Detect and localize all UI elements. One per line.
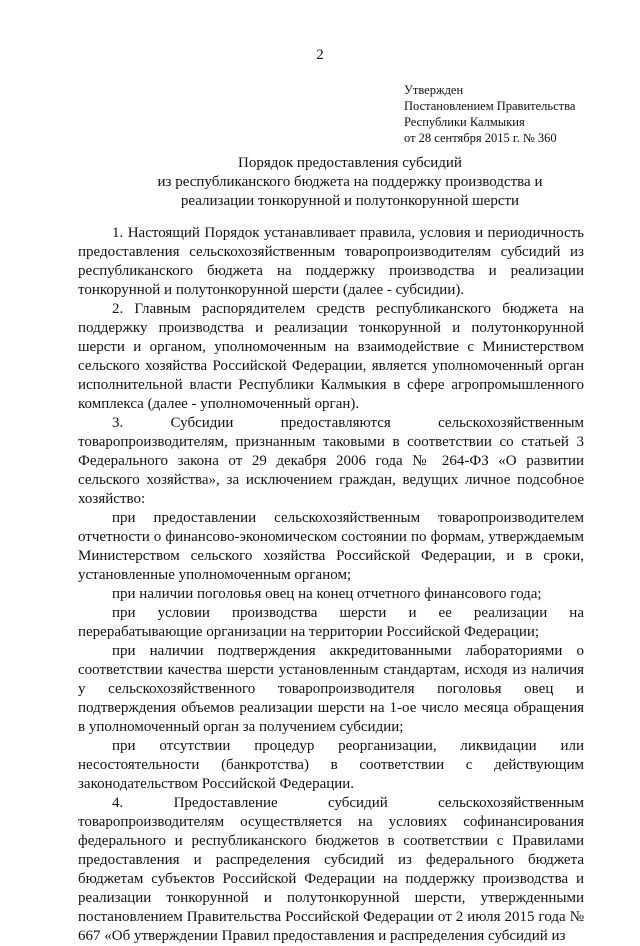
- condition-livestock: при наличии поголовья овец на конец отчетного финансового года;: [112, 586, 542, 602]
- document-title: [60, 154, 640, 211]
- page-number: 2: [316, 47, 324, 63]
- title-line: Порядок предоставления субсидий: [238, 155, 462, 171]
- approval-line: Республики Калмыкия: [404, 115, 525, 129]
- paragraph-2: 2. Главным распорядителем средств республиканского бюджета на поддержку производства и реализации тонкорунной и полутонкорунной шерсти и органом, уполномоченным на взаимодействие с Министерством сельского хозяйства Российской Федерации, является уполномоченный орган исполнительной власти Республики Калмыкия в сфере агропромышленного комплекса (далее - уполномоченный орган).: [78, 301, 584, 412]
- condition-reporting: при предоставлении сельскохозяйственным товаропроизводителем отчетности о финансово-экономическом состоянии по формам, утверждаемым Министерством сельского хозяйства Российской Федерации, и в сроки, установленные уполномоченным органом;: [78, 510, 584, 583]
- paragraph-4: 4. Предоставление субсидий сельскохозяйственным товаропроизводителям осуществляется на условиях софинансирования федерального и республиканского бюджетов в соответствии с Правилами предоставления и распределения субсидий из федерального бюджета бюджетам субъектов Российской Федерации на поддержку производства и реализации тонкорунной и полутонкорунной шерсти, утвержденными постановлением Правительства Российской Федерации от 2 июля 2015 года № 667 «Об утверждении Правил предоставления и распределения субсидий из: [78, 795, 584, 944]
- paragraph-3: 3. Субсидии предоставляются сельскохозяйственным товаропроизводителям, признанным таковыми в соответствии со статьей 3 Федерального закона от 29 декабря 2006 года № 264-ФЗ «О развитии сельского хозяйства», за исключением граждан, ведущих личное подсобное хозяйство:: [78, 415, 584, 507]
- approval-line: Утвержден: [404, 83, 464, 97]
- approval-line: от 28 сентября 2015 г. № 360: [404, 131, 557, 145]
- title-line: реализации тонкорунной и полутонкорунной шерсти: [180, 193, 520, 209]
- approval-block: [404, 82, 575, 146]
- paragraph-1: 1. Настоящий Порядок устанавливает правила, условия и периодичность предоставления сельскохозяйственным товаропроизводителям субсидий из республиканского бюджета на поддержку производства и реализации тонкорунной и полутонкорунной шерсти (далее - субсидии).: [78, 225, 584, 298]
- title-line: из республиканского бюджета на поддержку производства и: [157, 174, 543, 190]
- document-body: [78, 224, 584, 946]
- condition-quality: при наличии подтверждения аккредитованными лабораториями о соответствии качества шерсти установленным стандартам, исходя из наличия у сельскохозяйственного товаропроизводителя поголовья овец и подтверждения объемов реализации шерсти на 1-ое число месяца обращения в уполномоченный орган за получением субсидии;: [78, 643, 584, 735]
- condition-no-bankruptcy: при отсутствии процедур реорганизации, ликвидации или несостоятельности (банкротства) в соответствии с действующим законодательством Российской Федерации.: [78, 738, 584, 792]
- approval-line: Постановлением Правительства: [404, 99, 576, 113]
- condition-production: при условии производства шерсти и ее реализации на перерабатывающие организации на территории Российской Федерации;: [78, 605, 584, 640]
